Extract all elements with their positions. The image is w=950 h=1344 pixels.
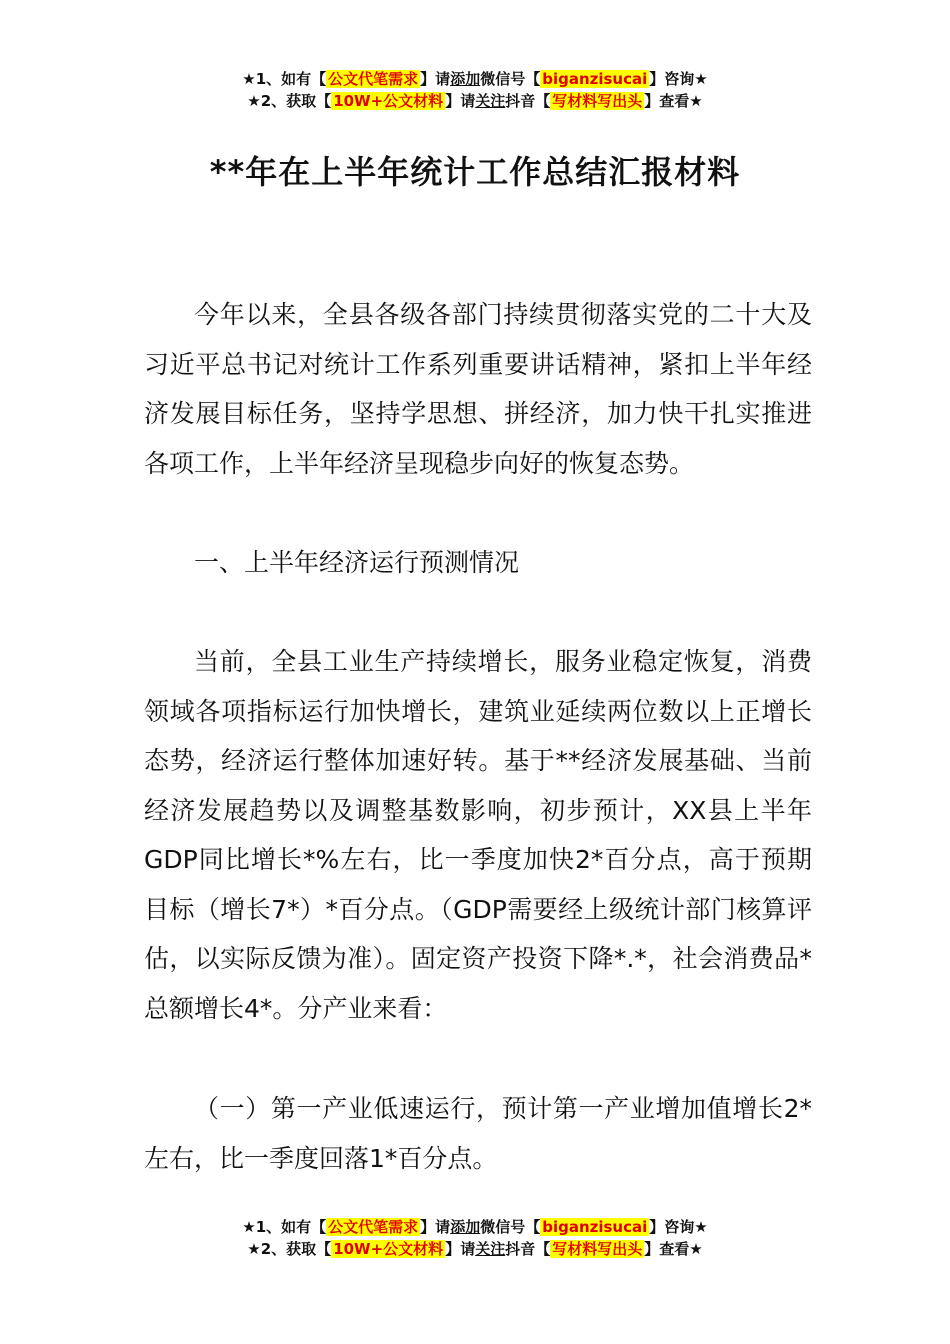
highlight-service: 公文代笔需求 bbox=[328, 1218, 419, 1236]
highlight-wechat-id: biganzisucai bbox=[542, 70, 648, 88]
highlight-service: 公文代笔需求 bbox=[328, 70, 419, 88]
promo-line-1: ★1、如有【 公文代笔需求 】请添加微信号【 biganzisucai 】咨询★ bbox=[242, 70, 708, 88]
top-promo-banner bbox=[0, 68, 950, 112]
bottom-promo-banner bbox=[0, 1216, 950, 1260]
highlight-materials: 10W+公文材料 bbox=[333, 92, 444, 110]
document-title: **年在上半年统计工作总结汇报材料 bbox=[209, 153, 741, 191]
highlight-douyin: 写材料写出头 bbox=[552, 92, 643, 110]
highlight-douyin: 写材料写出头 bbox=[552, 1240, 643, 1258]
promo-line-1: ★1、如有【 公文代笔需求 】请添加微信号【 biganzisucai 】咨询★ bbox=[242, 1218, 708, 1236]
section-heading-1: 一、上半年经济运行预测情况 bbox=[194, 548, 520, 577]
promo-line-2: ★2、获取【 10W+公文材料 】请关注抖音【 写材料写出头 】查看★ bbox=[247, 1240, 703, 1258]
paragraph-overview: 当前，全县工业生产持续增长，服务业稳定恢复，消费领域各项指标运行加快增长，建筑业延续两位数以上正增长态势，经济运行整体加速好转。基于**经济发展基础、当前经济发展趋势以及调整基数影响，初步预计，XX县上半年GDP同比增长*%左右，比一季度加快2*百分点，高于预期目标（增长7*）*百分点。（GDP需要经上级统计部门核算评估，以实际反馈为准）。固定资产投资下降*.*，社会消费品*总额增长4*。分产业来看： bbox=[144, 647, 812, 1023]
promo-line-2: ★2、获取【 10W+公文材料 】请关注抖音【 写材料写出头 】查看★ bbox=[247, 92, 703, 110]
highlight-wechat-id: biganzisucai bbox=[542, 1218, 648, 1236]
paragraph-primary-industry: （一）第一产业低速运行，预计第一产业增加值增长2*左右，比一季度回落1*百分点。 bbox=[144, 1094, 812, 1173]
paragraph-intro: 今年以来，全县各级各部门持续贯彻落实党的二十大及习近平总书记对统计工作系列重要讲话精神，紧扣上半年经济发展目标任务，坚持学思想、拼经济，加力快干扎实推进各项工作，上半年经济呈现稳步向好的恢复态势。 bbox=[144, 300, 812, 478]
highlight-materials: 10W+公文材料 bbox=[333, 1240, 444, 1258]
